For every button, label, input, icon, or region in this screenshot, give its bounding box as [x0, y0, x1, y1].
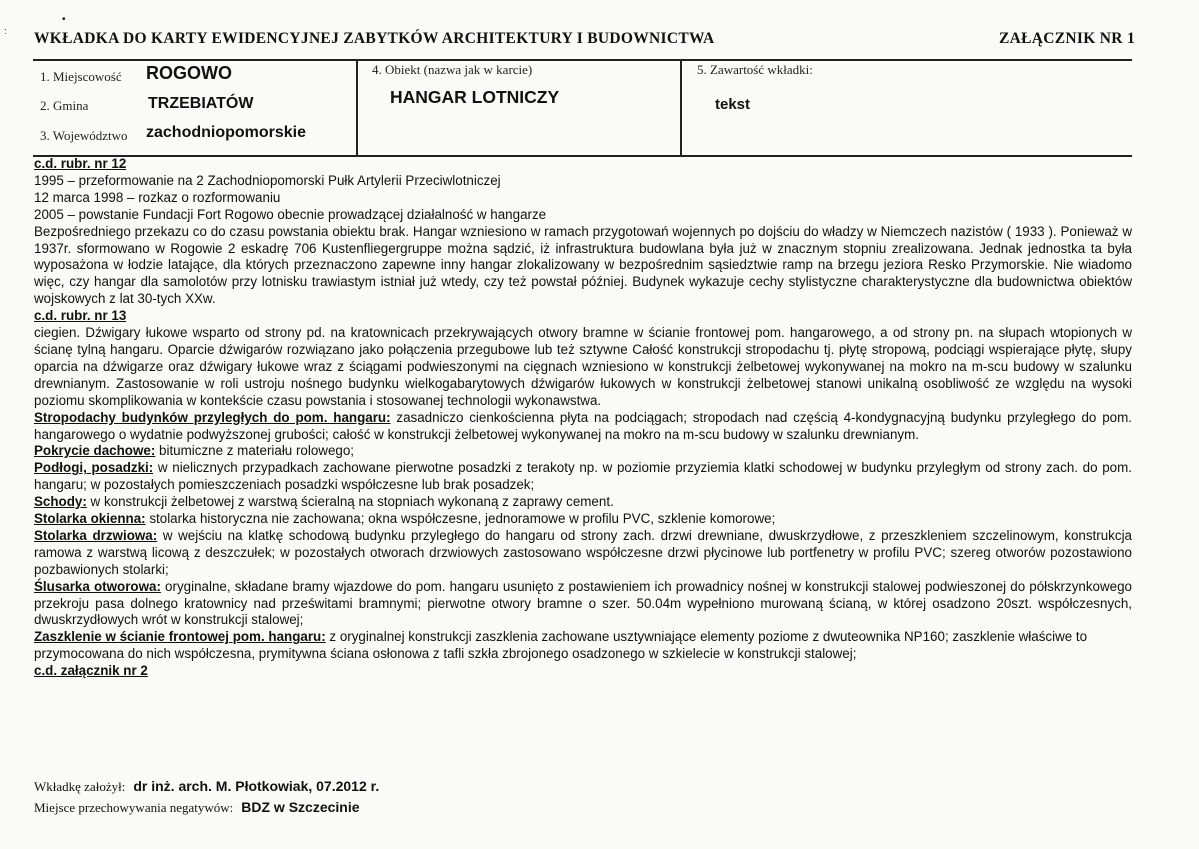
- author-line: [34, 778, 379, 795]
- scan-dot: •: [62, 14, 66, 25]
- stropodachy-text: zasadniczo cienkościenna płyta na podciągach; stropodach nad częścią 4-kondygnacyjną budynku przyległego do pom. hangarowego o wydatnie podwyższonej grubości; całość w konstrukcji żelbetowej wykonywanej na mokro na m-scu budowy w szalunku drewnianym.: [34, 409, 1132, 442]
- schody-paragraph: [34, 494, 1132, 511]
- history-line: 12 marca 1998 – rozkaz o rozformowaniu: [34, 189, 281, 205]
- podlogi-heading: Podłogi, posadzki:: [34, 460, 154, 476]
- zaszklenie-paragraph: [34, 629, 1132, 663]
- annex-number: ZAŁĄCZNIK NR 1: [999, 30, 1135, 47]
- column-divider-2: [680, 60, 682, 156]
- history-paragraph: Bezpośredniego przekazu co do czasu powstania obiektu brak. Hangar wzniesiono w ramach przygotowań wojennych po dojściu do władzy w Niemczech nazistów ( 1933 ). Ponieważ w 1937r. sformowano w Rogowie 2 eskadrę 706 Kustenfliegergruppe można sądzić, iż infrastruktura budowlana była już w znacznym stopniu zrealizowana. Jednak jednostka ta była wyposażona w łodzie latające, dla których przeznaczono zapewne inny hangar zlokalizowany w bezpośrednim sąsiedztwie ramp na brzegu jeziora Resko Przymorskie. Nie wiadomo więc, czy hangar dla samolotów przy lotnisku trawiastym istniał już wtedy, czy też powstał później. Budynek wykazuje cechy stylistyczne charakterystyczne dla budownictwa obiektów wojskowych z lat 30-tych XXw.: [34, 223, 1132, 307]
- storage-value: BDZ w Szczecinie: [241, 799, 360, 815]
- column-divider-1: [356, 60, 358, 156]
- podlogi-text: w nielicznych przypadkach zachowane pierwotne posadzki z terakoty np. w poziomie przyziemia klatki schodowej w budynku przyległym od strony zach. do pom. hangaru; w pozostałych pomieszczeniach posadzki współczesne lub brak posadzek;: [34, 460, 1132, 493]
- author-value: dr inż. arch. M. Płotkowiak, 07.2012 r.: [133, 778, 380, 794]
- stolarka-okienna-text: stolarka historyczna nie zachowana; okna współczesne, jednoramowe w profilu PVC, szklenie komorowe;: [145, 511, 776, 527]
- author-label: Wkładkę założył:: [34, 779, 126, 794]
- podlogi-paragraph: [34, 460, 1132, 494]
- stolarka-drzwiowa-paragraph: [34, 528, 1132, 579]
- miejscowosc-label: 1. Miejscowość: [40, 69, 122, 84]
- gmina-label: 2. Gmina: [40, 98, 89, 113]
- stolarka-okienna-paragraph: [34, 511, 1132, 528]
- stropodachy-paragraph: [34, 410, 1132, 444]
- slusarka-paragraph: [34, 579, 1132, 630]
- pokrycie-text: bitumiczne z materiału rolowego;: [155, 443, 355, 459]
- history-line: 2005 – powstanie Fundacji Fort Rogowo obecnie prowadzącej działalność w hangarze: [34, 206, 547, 222]
- zawartosc-value: tekst: [715, 96, 751, 113]
- schody-text: w konstrukcji żelbetowej z warstwą ścieralną na stopniach wykonaną z zaprawy cement.: [86, 494, 614, 510]
- section-heading-rubr-13: c.d. rubr. nr 13: [34, 308, 127, 324]
- history-line: 1995 – przeformowanie na 2 Zachodniopomorski Pułk Artylerii Przeciwlotniczej: [34, 172, 501, 188]
- wojewodztwo-value: zachodniopomorskie: [146, 124, 307, 141]
- wojewodztwo-label: 3. Województwo: [40, 128, 128, 143]
- stolarka-drzwiowa-text: w wejściu na klatkę schodową budynku przyległego do hangaru od strony zach. drzwi drewniane, dwuskrzydłowe, z przeszkleniem szczelinowym, konstrukcja ramowa z warstwą licową z deszczułek; w pozostałych otworach drzwiowych zastosowano współczesne drzwi płycinowe lub portfenetry w profilu PVC; szereg otworów pozostawiono pozbawionych stolarki;: [34, 527, 1132, 577]
- zawartosc-label: 5. Zawartość wkładki:: [697, 62, 813, 77]
- pokrycie-heading: Pokrycie dachowe:: [34, 443, 156, 459]
- obiekt-value: HANGAR LOTNICZY: [390, 87, 560, 107]
- slusarka-heading: Ślusarka otworowa:: [34, 578, 161, 594]
- stropodachy-heading: Stropodachy budynków przyległych do pom. hangaru:: [34, 409, 391, 425]
- annex-continuation-heading: c.d. załącznik nr 2: [34, 663, 148, 679]
- construction-paragraph: ciegien. Dźwigary łukowe wsparto od strony pd. na kratownicach przekrywających otwory bramne w ścianie frontowej pom. hangarowego, a od strony pn. na słupach wtopionych w ścianę tylną hangaru. Oparcie dźwigarów rozwiązano jako połączenia przegubowe lub też sztywne Całość konstrukcji stropodachu tj. płytę stropową, podciągi wspierające płytę, słupy oparcia na dźwigarze oraz dźwigary łukowe wraz z ściągami podwieszonymi na cięgnach wzniesiono w konstrukcji żelbetowej wykonywanej na mokro na m-scu budowy w szalunku drewnianym. Zastosowanie w roli ustroju nośnego budynku wielkogabarytowych dźwigarów łukowych w konstrukcji żelbetowej stanowi unikalną osobliwość ze względu na wysoki poziomu skomplikowania w kontekście czasu powstania i stosowanej technologii wykonawstwa.: [34, 325, 1132, 408]
- stolarka-okienna-heading: Stolarka okienna:: [34, 511, 146, 527]
- form-title: WKŁADKA DO KARTY EWIDENCYJNEJ ZABYTKÓW ARCHITEKTURY I BUDOWNICTWA: [34, 30, 715, 47]
- zaszklenie-heading: Zaszklenie w ścianie frontowej pom. hangaru:: [34, 629, 326, 645]
- slusarka-text: oryginalne, składane bramy wjazdowe do pom. hangaru usunięto z postawieniem ich prowadnicy nośnej w konstrukcji stalowej podwieszonej do półskrzynkowego przekroju pasa dolnego kratownicy nad prześwitami bramnymi; pierwotne otwory bramne o szer. 50.04m wypełniono murowaną ścianą, w której osadzono 20szt. współczesnych, dwuskrzydłowych wrót w konstrukcji stalowej;: [34, 578, 1132, 628]
- schody-heading: Schody:: [34, 494, 87, 510]
- stolarka-drzwiowa-heading: Stolarka drzwiowa:: [34, 527, 158, 543]
- scan-mark: :: [4, 26, 7, 36]
- miejscowosc-value: ROGOWO: [146, 63, 232, 83]
- gmina-value: TRZEBIATÓW: [148, 95, 254, 112]
- storage-line: [34, 799, 360, 816]
- section-heading-rubr-12: c.d. rubr. nr 12: [34, 156, 127, 171]
- storage-label: Miejsce przechowywania negatywów:: [34, 800, 234, 815]
- document-body: [34, 156, 1132, 680]
- obiekt-label: 4. Obiekt (nazwa jak w karcie): [372, 62, 533, 77]
- pokrycie-paragraph: [34, 443, 1132, 460]
- table-top-rule: [33, 59, 1132, 61]
- zaszklenie-text: z oryginalnej konstrukcji zaszklenia zachowane usztywniające elementy poziome z dwuteownika NP160; zaszklenie właściwe to przymocowana do nich współczesna, prymitywna ściana osłonowa z tafli szkła zbrojonego osadzonego w szkielecie w konstrukcji stalowej;: [34, 629, 1088, 662]
